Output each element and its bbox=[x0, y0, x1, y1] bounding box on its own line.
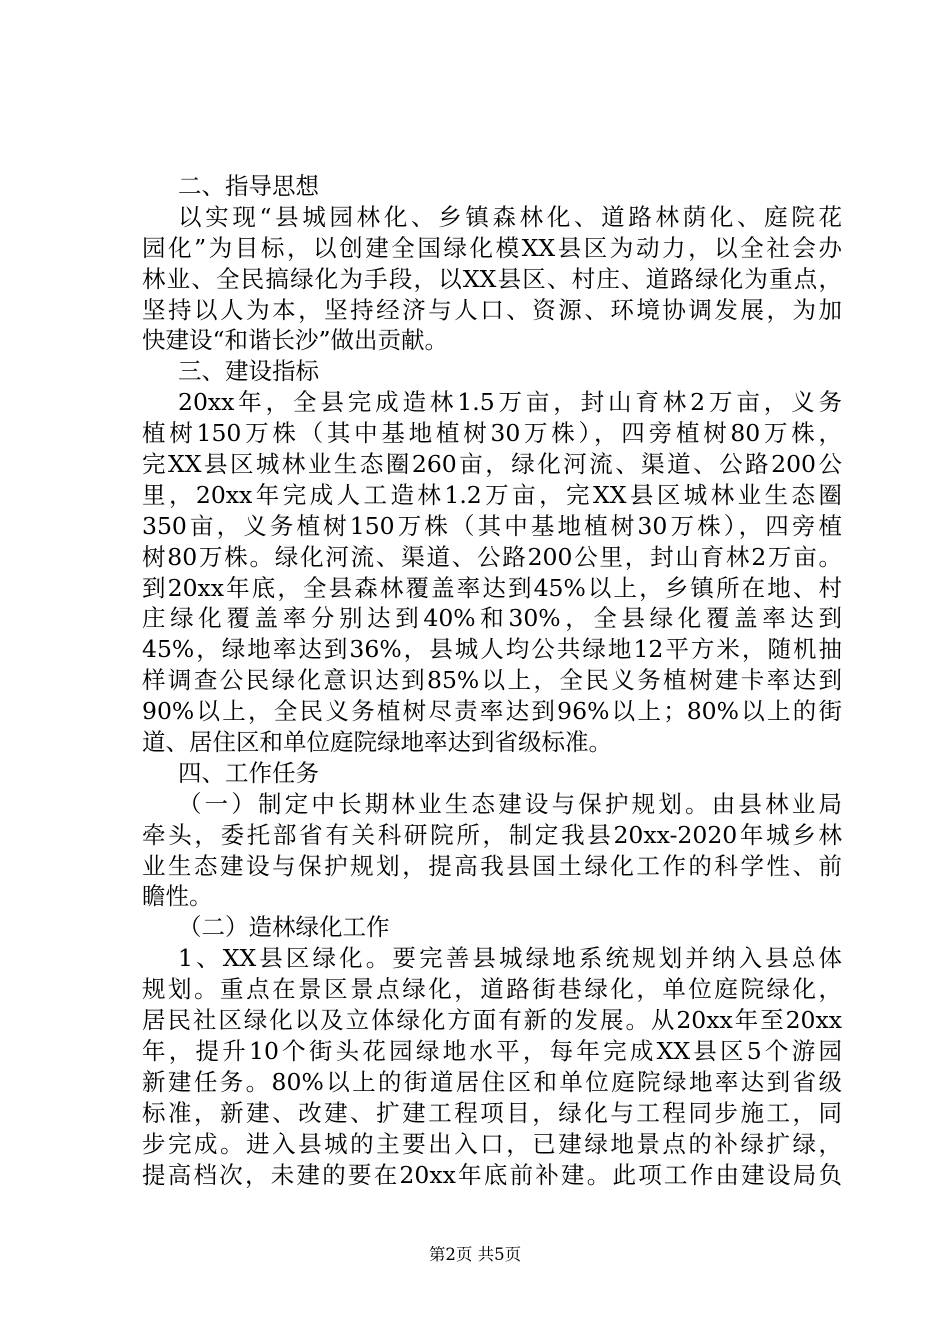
body-line: 年，提升10个街头花园绿地水平，每年完成XX县区5个游园 bbox=[142, 1036, 842, 1065]
body-line: 标准，新建、改建、扩建工程项目，绿化与工程同步施工，同 bbox=[142, 1098, 842, 1127]
body-line: 庄绿化覆盖率分别达到40%和30%，全县绿化覆盖率达到 bbox=[142, 604, 842, 633]
body-line: 园化”为目标，以创建全国绿化模XX县区为动力，以全社会办 bbox=[142, 233, 842, 262]
body-line: 林业、全民搞绿化为手段，以XX县区、村庄、道路绿化为重点， bbox=[142, 264, 842, 293]
body-line: 植树150万株（其中基地植树30万株），四旁植树80万株， bbox=[142, 419, 842, 448]
body-line: 以实现“县城园林化、乡镇森林化、道路林荫化、庭院花 bbox=[178, 202, 842, 231]
document-body bbox=[142, 171, 842, 1190]
body-line: 20xx年，全县完成造林1.5万亩，封山育林2万亩，义务 bbox=[178, 388, 842, 417]
body-line: 新建任务。80%以上的街道居住区和单位庭院绿地率达到省级 bbox=[142, 1067, 842, 1096]
body-line: 90%以上，全民义务植树尽责率达到96%以上；80%以上的街 bbox=[142, 697, 842, 726]
body-line: 道、居住区和单位庭院绿地率达到省级标准。 bbox=[142, 728, 612, 757]
body-line: 坚持以人为本，坚持经济与人口、资源、环境协调发展，为加 bbox=[142, 295, 842, 324]
body-line: （一）制定中长期林业生态建设与保护规划。由县林业局 bbox=[178, 789, 842, 818]
body-line: 45%，绿地率达到36%，县城人均公共绿地12平方米，随机抽 bbox=[142, 635, 842, 664]
body-line: 样调查公民绿化意识达到85%以上，全民义务植树建卡率达到 bbox=[142, 666, 842, 695]
body-line: 提高档次，未建的要在20xx年底前补建。此项工作由建设局负 bbox=[142, 1160, 842, 1189]
body-line: 规划。重点在景区景点绿化，道路街巷绿化，单位庭院绿化， bbox=[142, 975, 842, 1004]
body-line: 业生态建设与保护规划，提高我县国土绿化工作的科学性、前 bbox=[142, 851, 842, 880]
body-line: 快建设“和谐长沙”做出贡献。 bbox=[142, 326, 449, 355]
body-line: 里，20xx年完成人工造林1.2万亩，完XX县区城林业生态圈 bbox=[142, 480, 842, 509]
body-line: 到20xx年底，全县森林覆盖率达到45%以上，乡镇所在地、村 bbox=[142, 573, 842, 602]
page-footer: 第2页 共5页 bbox=[428, 1245, 522, 1264]
body-line: 完XX县区城林业生态圈260亩，绿化河流、渠道、公路200公 bbox=[142, 450, 842, 479]
body-line: 瞻性。 bbox=[142, 882, 213, 911]
body-line: 树80万株。绿化河流、渠道、公路200公里，封山育林2万亩。 bbox=[142, 542, 842, 571]
body-line: 350亩，义务植树150万株（其中基地植树30万株），四旁植 bbox=[142, 511, 842, 540]
body-line: 三、建设指标 bbox=[178, 357, 319, 386]
body-line: 牵头，委托部省有关科研院所，制定我县20xx-2020年城乡林 bbox=[142, 820, 842, 849]
body-line: 1、XX县区绿化。要完善县城绿地系统规划并纳入县总体 bbox=[178, 944, 842, 973]
body-line: 二、指导思想 bbox=[178, 172, 319, 200]
body-line: 居民社区绿化以及立体绿化方面有新的发展。从20xx年至20xx bbox=[142, 1006, 842, 1035]
body-line: （二）造林绿化工作 bbox=[178, 913, 390, 942]
body-line: 步完成。进入县城的主要出入口，已建绿地景点的补绿扩绿， bbox=[142, 1129, 842, 1158]
body-line: 四、工作任务 bbox=[178, 758, 319, 787]
